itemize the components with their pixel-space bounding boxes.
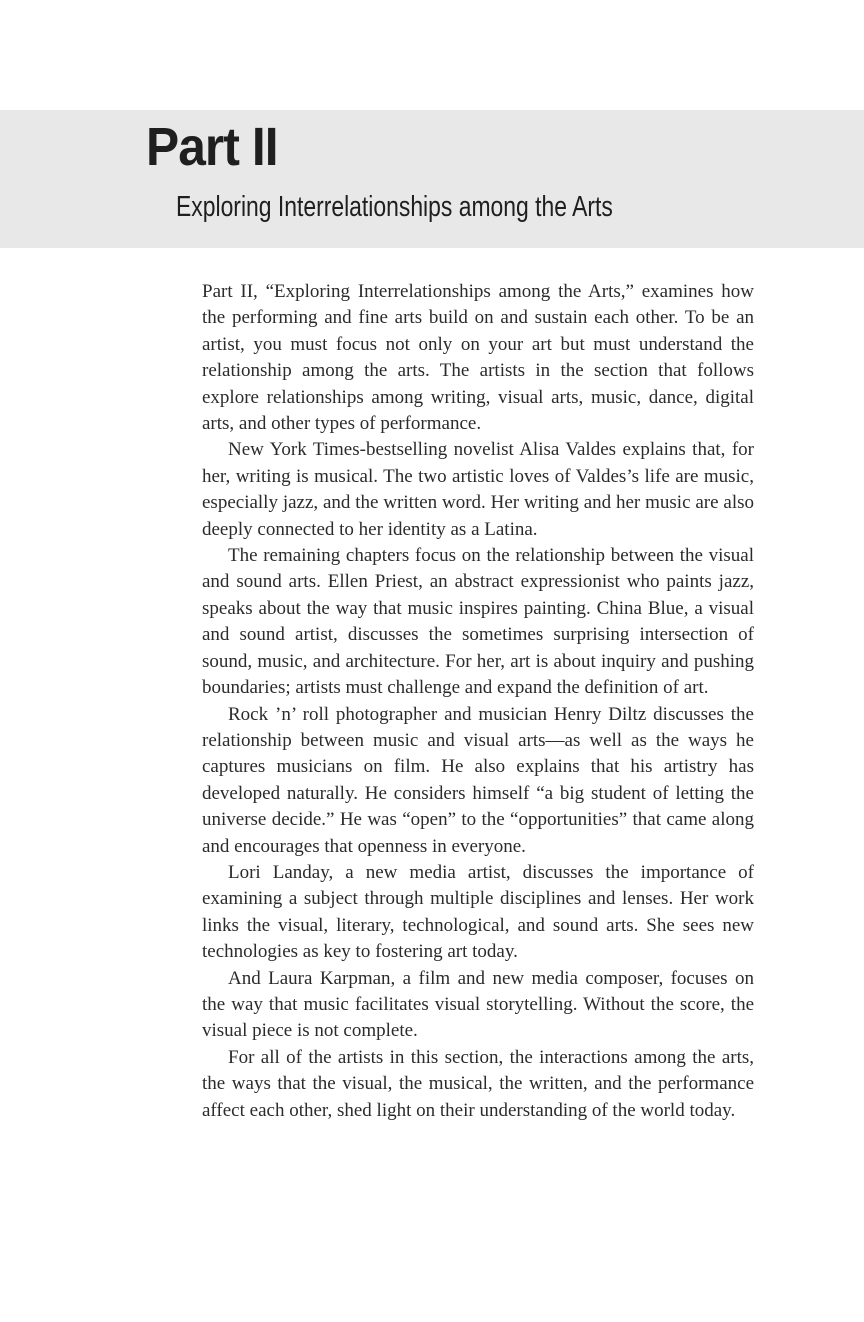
- part-header-band: [0, 110, 864, 248]
- paragraph: And Laura Karpman, a film and new media composer, focuses on the way that music facilitates visual storytelling. Without the score, the visual piece is not complete.: [202, 967, 754, 1042]
- part-title: Part II: [146, 117, 278, 177]
- paragraph: Part II, “Exploring Interrelationships among the Arts,” examines how the performing and fine arts build on and sustain each other. To be an artist, you must focus not only on your art but must understand the relationship among the arts. The artists in the section that follows explore relationships among writing, visual arts, music, dance, digital arts, and other types of performance.: [202, 281, 754, 435]
- paragraph: For all of the artists in this section, the interactions among the arts, the ways that the visual, the musical, the written, and the performance affect each other, shed light on their understanding of the world today.: [202, 1046, 754, 1121]
- part-subtitle: Exploring Interrelationships among the Arts: [176, 191, 613, 223]
- paragraph: Lori Landay, a new media artist, discusses the importance of examining a subject through multiple disciplines and lenses. Her work links the visual, literary, technological, and sound arts. She sees new technologies as key to fostering art today.: [202, 861, 754, 963]
- paragraph: New York Times-bestselling novelist Alisa Valdes explains that, for her, writing is musical. The two artistic loves of Valdes’s life are music, especially jazz, and the written word. Her writing and her music are also deeply connected to her identity as a Latina.: [202, 439, 754, 540]
- body-text: [202, 279, 754, 1124]
- paragraph: The remaining chapters focus on the relationship between the visual and sound arts. Ellen Priest, an abstract expressionist who paints jazz, speaks about the way that music inspires painting. China Blue, a visual and sound artist, discusses the sometimes surprising intersection of sound, music, and architecture. For her, art is about inquiry and pushing boundaries; artists must challenge and expand the definition of art.: [202, 545, 754, 699]
- paragraph: Rock ’n’ roll photographer and musician Henry Diltz discusses the relationship between music and visual arts—as well as the ways he captures musicians on film. He also explains that his artistry has developed naturally. He considers himself “a big student of letting the universe decide.” He was “open” to the “opportunities” that came along and encourages that openness in everyone.: [202, 703, 754, 857]
